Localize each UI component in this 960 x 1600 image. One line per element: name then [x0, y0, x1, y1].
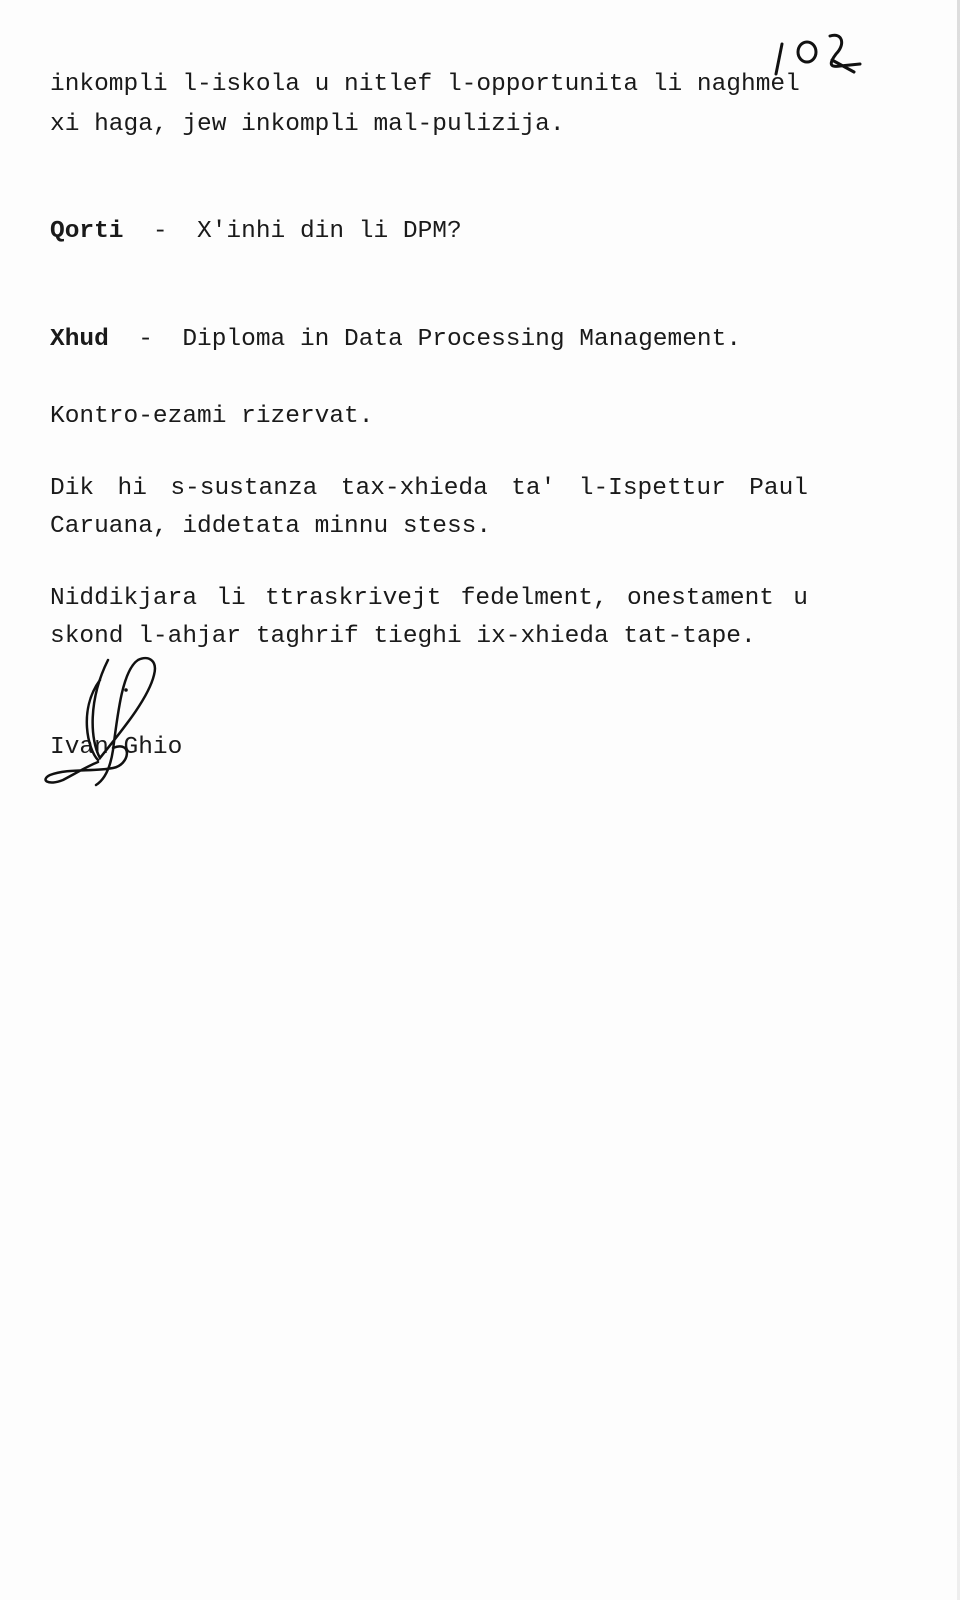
- signatory-name: Ivan Ghio: [50, 734, 183, 761]
- text-line: Niddikjara li ttraskrivejt fedelment, onestament u: [50, 585, 808, 612]
- text-line: Dik hi s-sustanza tax-xhieda ta' l-Ispettur Paul: [50, 475, 808, 502]
- witness-answer: [50, 325, 741, 355]
- question-text: X'inhi din li DPM?: [197, 218, 462, 245]
- dash: -: [152, 218, 168, 245]
- text-line: inkompli l-iskola u nitlef l-opportunita li naghmel: [50, 71, 800, 98]
- handwritten-signature: [38, 640, 178, 790]
- text-line: Kontro-ezami rizervat.: [50, 403, 374, 430]
- text-line: skond l-ahjar taghrif tieghi ix-xhieda tat-tape.: [50, 623, 756, 650]
- text-line: xi haga, jew inkompli mal-pulizija.: [50, 111, 565, 138]
- text-line: Caruana, iddetata minnu stess.: [50, 513, 492, 540]
- speaker-label: Xhud: [50, 326, 109, 353]
- answer-text: Diploma in Data Processing Management.: [182, 326, 742, 353]
- speaker-label: Qorti: [50, 218, 124, 245]
- dash: -: [138, 326, 153, 353]
- court-question: [50, 217, 462, 247]
